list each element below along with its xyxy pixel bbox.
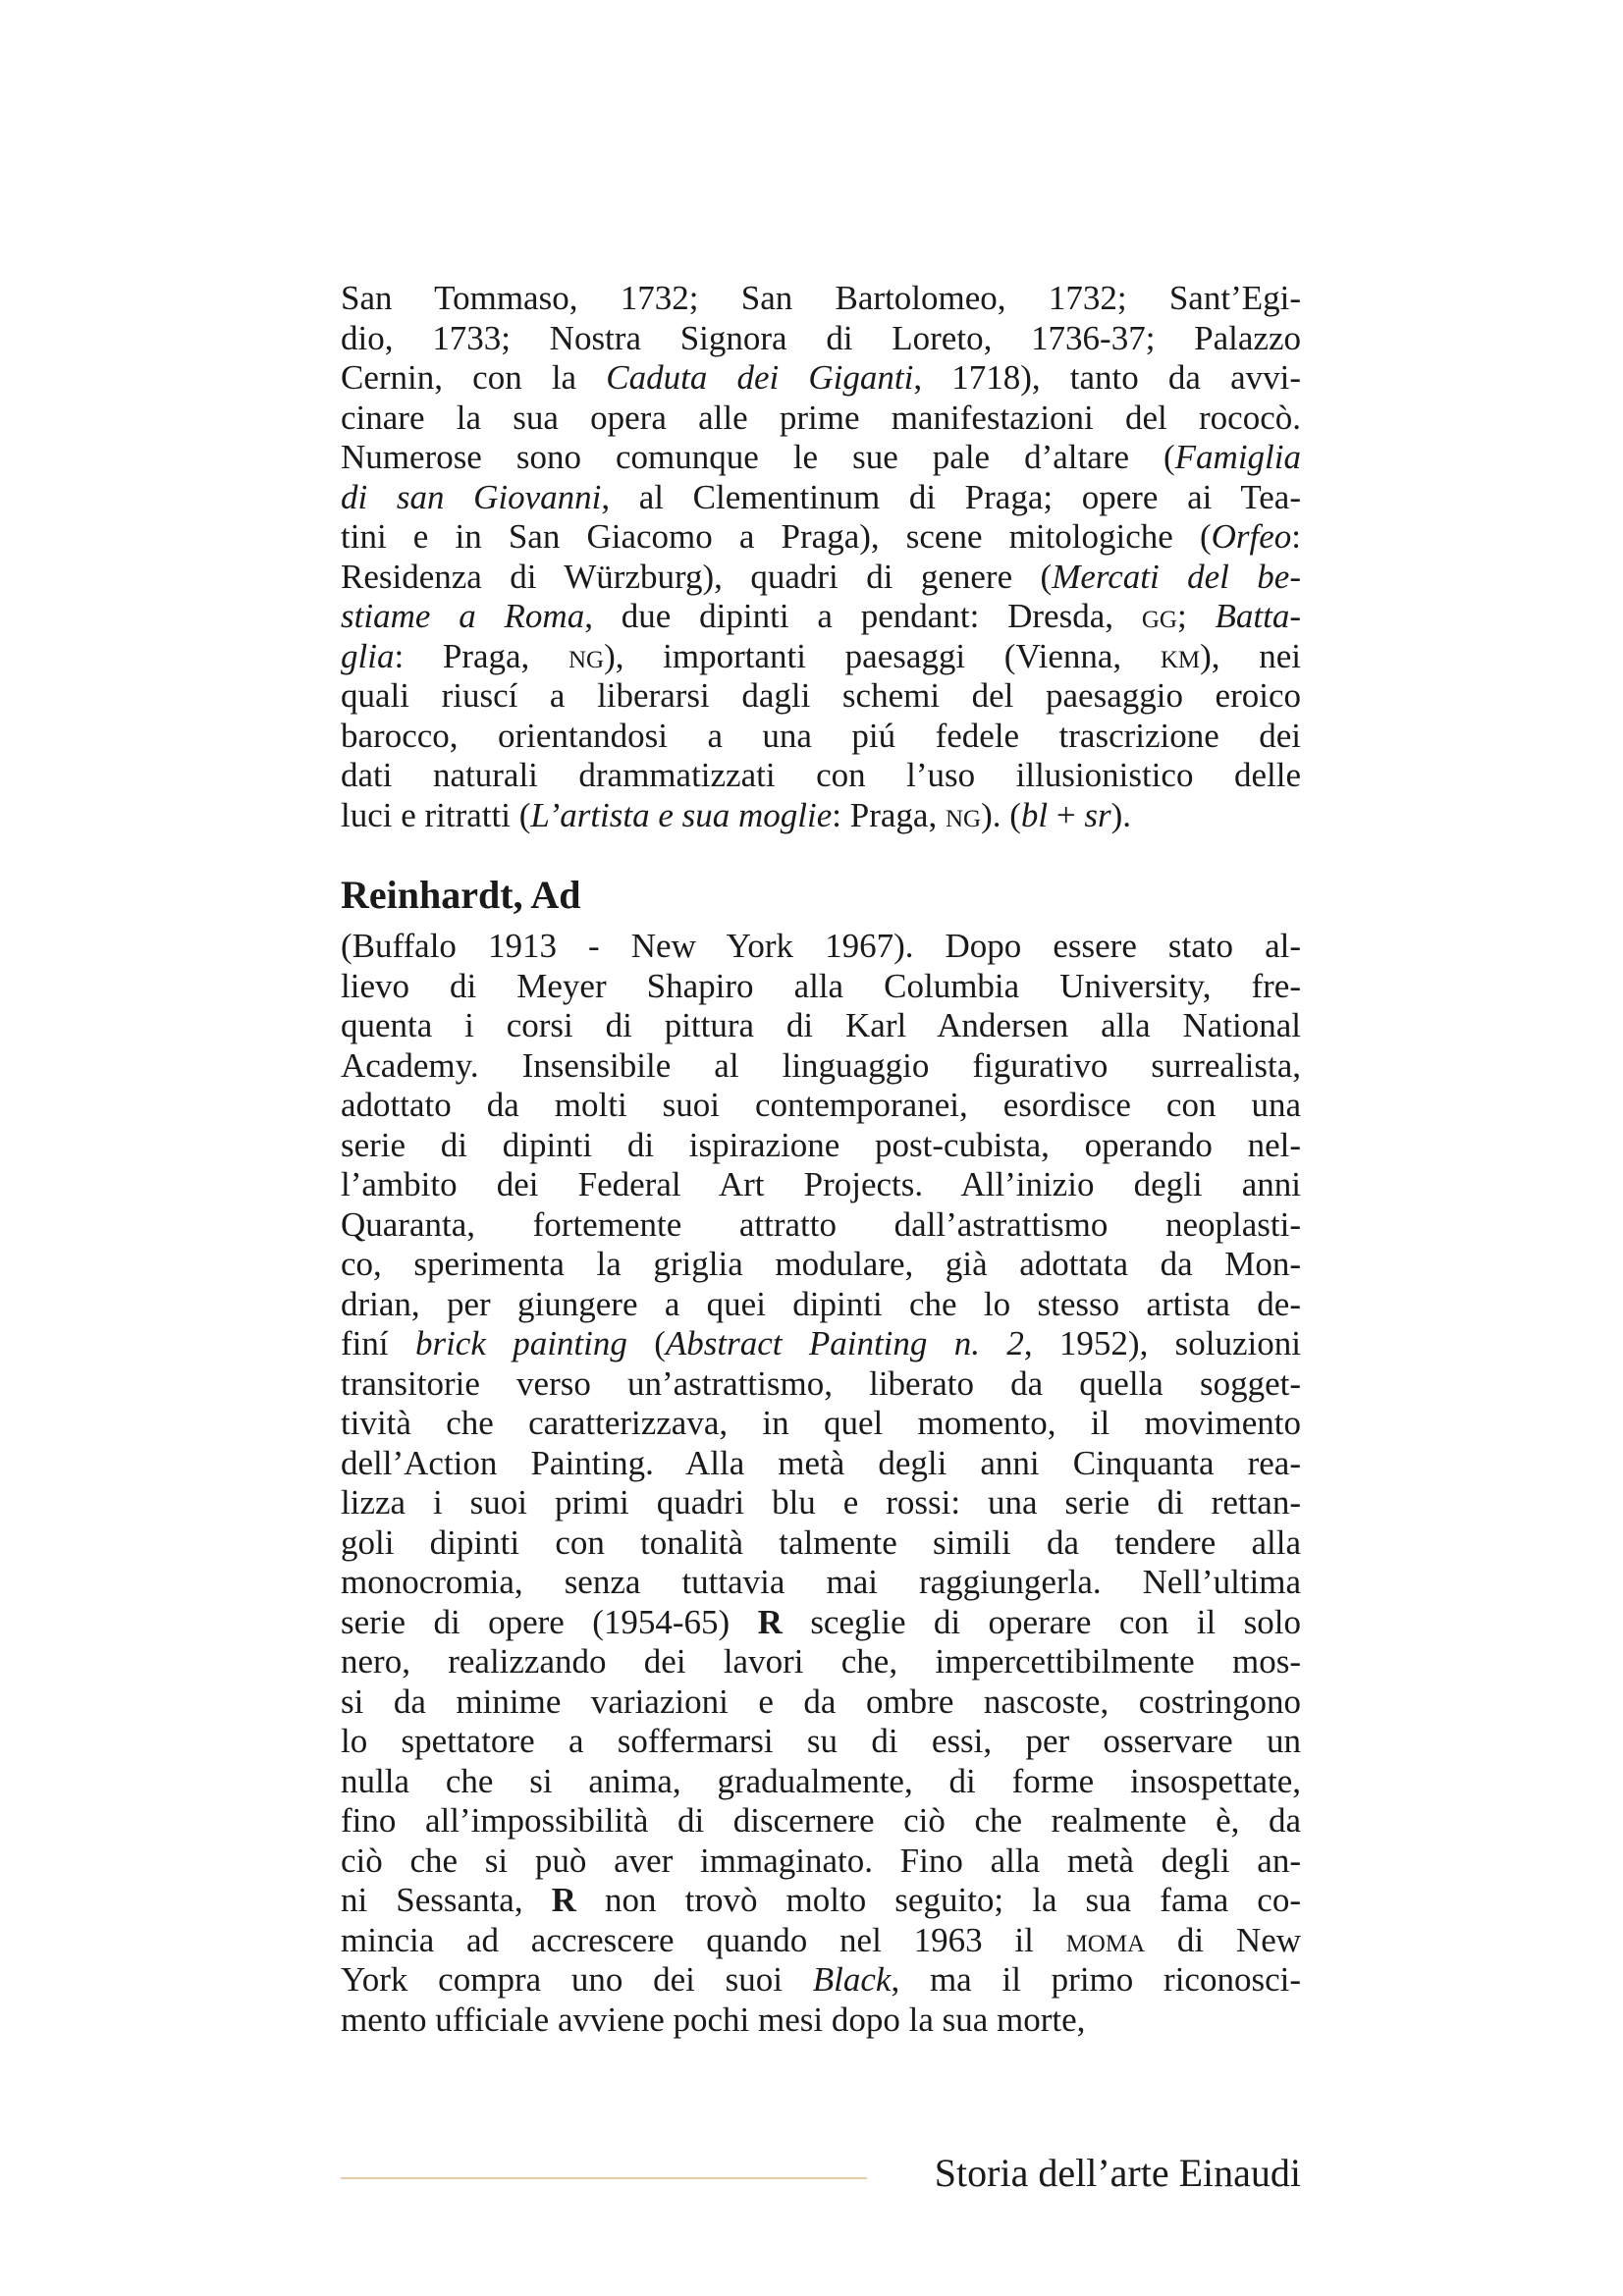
text-line: ciò che si può aver immaginato. Fino alla metà degli an-	[341, 1841, 1301, 1880]
text-line: Academy. Insensibile al linguaggio figurativo surrealista,	[341, 1045, 1301, 1085]
text-line: dio, 1733; Nostra Signora di Loreto, 1736-37; Palazzo	[341, 318, 1301, 357]
text-line: luci e ritratti (L’artista e sua moglie: Praga, ng). (bl + sr).	[341, 795, 1132, 834]
text-line: si da minime variazioni e da ombre nascoste, costringono	[341, 1682, 1301, 1721]
text-line: lievo di Meyer Shapiro alla Columbia University, fre-	[341, 966, 1301, 1005]
text-line: fino all’impossibilità di discernere ciò che realmente è, da	[341, 1801, 1301, 1840]
text-line: transitorie verso un’astrattismo, liberato da quella sogget-	[341, 1363, 1301, 1403]
text-line: dati naturali drammatizzati con l’uso illusionistico delle	[341, 756, 1301, 794]
text-line: Quaranta, fortemente attratto dall’astrattismo neoplasti-	[341, 1204, 1301, 1244]
text-line: finí brick painting (Abstract Painting n. 2, 1952), soluzioni	[341, 1324, 1301, 1362]
entry-heading: Reinhardt, Ad	[341, 873, 581, 917]
text-line: tini e in San Giacomo a Praga), scene mitologiche (Orfeo:	[341, 517, 1301, 556]
text-line: adottato da molti suoi contemporanei, esordisce con una	[341, 1086, 1301, 1124]
text-line: l’ambito dei Federal Art Projects. All’inizio degli anni	[341, 1165, 1301, 1203]
text-line: nero, realizzando dei lavori che, impercettibilmente mos-	[341, 1642, 1301, 1681]
text-line: barocco, orientandosi a una piú fedele trascrizione dei	[341, 716, 1301, 755]
text-line: mento ufficiale avviene pochi mesi dopo la sua morte,	[341, 2000, 1086, 2039]
text-line: lo spettatore a soffermarsi su di essi, per osservare un	[341, 1722, 1301, 1760]
text-line: dell’Action Painting. Alla metà degli anni Cinquanta rea-	[341, 1443, 1301, 1482]
text-line: Numerose sono comunque le sue pale d’altare (Famiglia	[341, 438, 1301, 476]
footer-rule	[341, 2177, 867, 2179]
paragraph-continuation	[341, 279, 1301, 835]
entry-body-paragraph	[341, 927, 1301, 2040]
text-line: San Tommaso, 1732; San Bartolomeo, 1732; Sant’Egi-	[341, 279, 1301, 317]
text-line: monocromia, senza tuttavia mai raggiungerla. Nell’ultima	[341, 1563, 1301, 1601]
text-line: quenta i corsi di pittura di Karl Andersen alla National	[341, 1006, 1301, 1044]
text-line: Cernin, con la Caduta dei Giganti, 1718), tanto da avvi-	[341, 358, 1301, 397]
footer-book-title: Storia dell’arte Einaudi	[934, 2151, 1301, 2195]
text-line: stiame a Roma, due dipinti a pendant: Dresda, gg; Batta-	[341, 597, 1301, 635]
text-line: serie di dipinti di ispirazione post-cubista, operando nel-	[341, 1125, 1301, 1164]
text-line: mincia ad accrescere quando nel 1963 il moma di New	[341, 1920, 1302, 1959]
text-line: nulla che si anima, gradualmente, di forme insospettate,	[341, 1761, 1301, 1800]
text-line: York compra uno dei suoi Black, ma il primo riconosci-	[341, 1960, 1301, 1999]
text-line: di san Giovanni, al Clementinum di Praga; opere ai Tea-	[341, 477, 1301, 516]
text-line: goli dipinti con tonalità talmente simili da tendere alla	[341, 1522, 1301, 1562]
text-line: quali riuscí a liberarsi dagli schemi del paesaggio eroico	[341, 676, 1301, 715]
text-line: co, sperimenta la griglia modulare, già adottata da Mon-	[341, 1245, 1301, 1283]
text-line: drian, per giungere a quei dipinti che lo stesso artista de-	[341, 1284, 1301, 1323]
text-line: glia: Praga, ng), importanti paesaggi (Vienna, km), nei	[341, 636, 1301, 675]
text-line: lizza i suoi primi quadri blu e rossi: una serie di rettan-	[341, 1483, 1301, 1522]
text-line: tività che caratterizzava, in quel momento, il movimento	[341, 1404, 1301, 1442]
text-line: ni Sessanta, R non trovò molto seguito; la sua fama co-	[341, 1881, 1301, 1919]
text-line: Residenza di Würzburg), quadri di genere (Mercati del be-	[341, 557, 1301, 596]
text-line: serie di opere (1954-65) R sceglie di operare con il solo	[341, 1602, 1302, 1641]
text-line: (Buffalo 1913 - New York 1967). Dopo essere stato al-	[341, 927, 1301, 965]
text-line: cinare la sua opera alle prime manifestazioni del rococò.	[341, 398, 1301, 437]
